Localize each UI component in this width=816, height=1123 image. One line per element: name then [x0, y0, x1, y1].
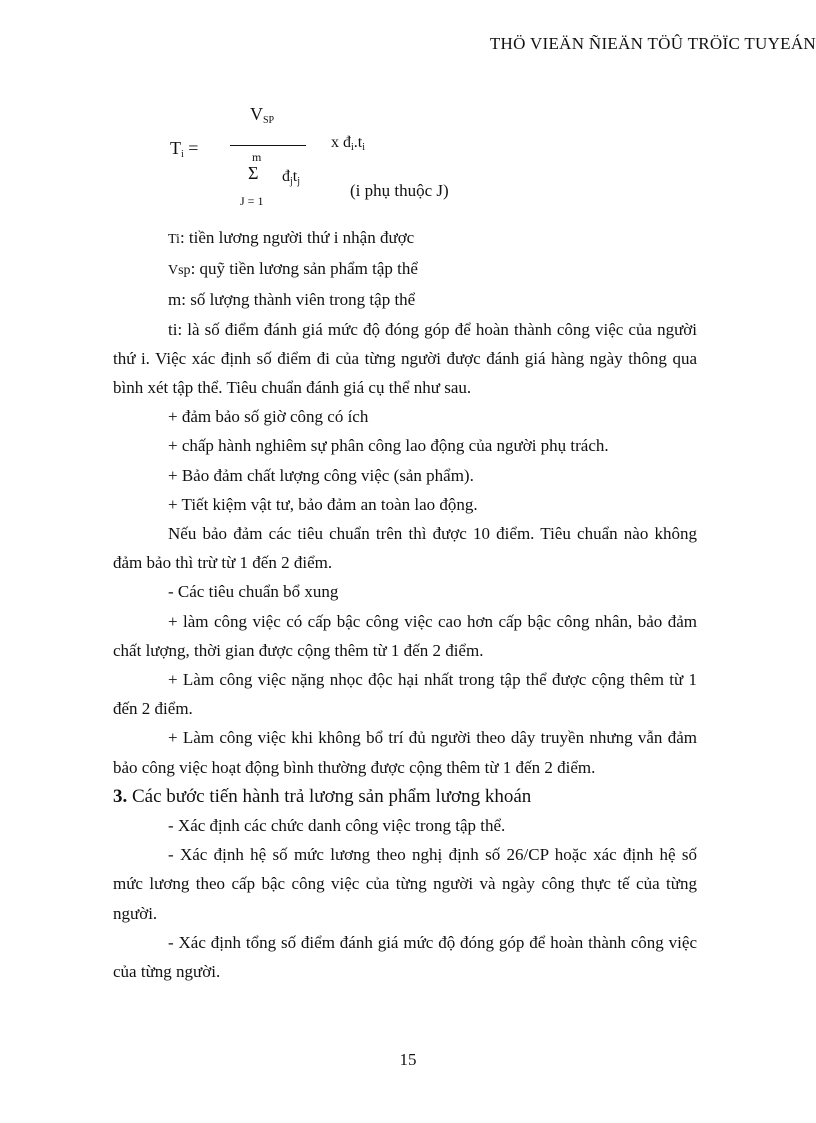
criterion-2: + chấp hành nghiêm sự phân công lao động của người phụ trách. [168, 436, 609, 456]
criterion-3: + Bảo đảm chất lượng công việc (sản phẩm). [168, 465, 474, 485]
page-header: THÖ VIEÄN ÑIEÄN TÖÛ TRÖÏC TUYEÁN [489, 34, 816, 53]
sum-term: $đ_jt_j$ [282, 168, 301, 187]
formula-numerator: $V_{SP}$ [250, 104, 275, 126]
sum-upper-limit: m [252, 150, 262, 164]
formula-multiplier: x $đ_i.t_i$ [331, 134, 366, 153]
definition-vsp: Vsp: quỹ tiền lương sản phẩm tập thể [168, 259, 418, 279]
formula-lhs: $T_i$ = [170, 138, 199, 160]
sum-lower-limit: J = 1 [240, 194, 264, 208]
body-text [113, 223, 697, 986]
fraction-line [230, 145, 306, 146]
paragraph-ti: ti: là số điểm đánh giá mức độ đóng góp để hoàn thành công việc của người thứ i. Việc xác định số điểm đi của từng người được đánh giá hàng ngày thông qua bình xét tập thể. Tiêu chuẩn đánh giá cụ thể như sau. [113, 319, 697, 398]
paragraph-scoring: Nếu bảo đảm các tiêu chuẩn trên thì được 10 điểm. Tiêu chuẩn nào không đảm bảo thì trừ từ 1 đến 2 điểm. [113, 524, 697, 573]
step-3: - Xác định tổng số điểm đánh giá mức độ đóng góp để hoàn thành công việc của từng người. [113, 932, 697, 982]
step-1: - Xác định các chức danh công việc trong tập thể. [168, 816, 506, 836]
criterion-1: + đảm bảo số giờ công có ích [168, 407, 369, 427]
supplementary-heading: - Các tiêu chuẩn bổ xung [168, 582, 339, 602]
supplementary-1: + làm công việc có cấp bậc công việc cao hơn cấp bậc công nhân, bảo đảm chất lượng, thời gian được cộng thêm từ 1 đến 2 điểm. [113, 611, 697, 660]
page-number: 15 [399, 1050, 417, 1069]
supplementary-2: + Làm công việc nặng nhọc độc hại nhất trong tập thể được cộng thêm từ 1 đến 2 điểm. [113, 670, 697, 719]
formula-note: (i phụ thuộc J) [350, 181, 449, 200]
supplementary-3: + Làm công việc khi không bổ trí đủ người theo dây truyền nhưng vẫn đảm bảo công việc hoạt động bình thường được cộng thêm từ 1 đến 2 điểm. [113, 728, 697, 777]
step-2: - Xác định hệ số mức lương theo nghị định số 26/CP hoặc xác định hệ số mức lương theo cấp bậc công việc của từng người và ngày công thực tế của từng người. [113, 845, 697, 923]
section-3-heading: 3. Các bước tiến hành trả lương sản phẩm lương khoán [113, 785, 532, 807]
definition-ti: Ti: tiền lương người thứ i nhận được [168, 228, 415, 247]
salary-formula [0, 0, 816, 220]
criterion-4: + Tiết kiệm vật tư, bảo đảm an toàn lao động. [168, 494, 478, 514]
sum-symbol: Σ [248, 163, 259, 183]
definition-m: m: số lượng thành viên trong tập thể [168, 290, 416, 310]
